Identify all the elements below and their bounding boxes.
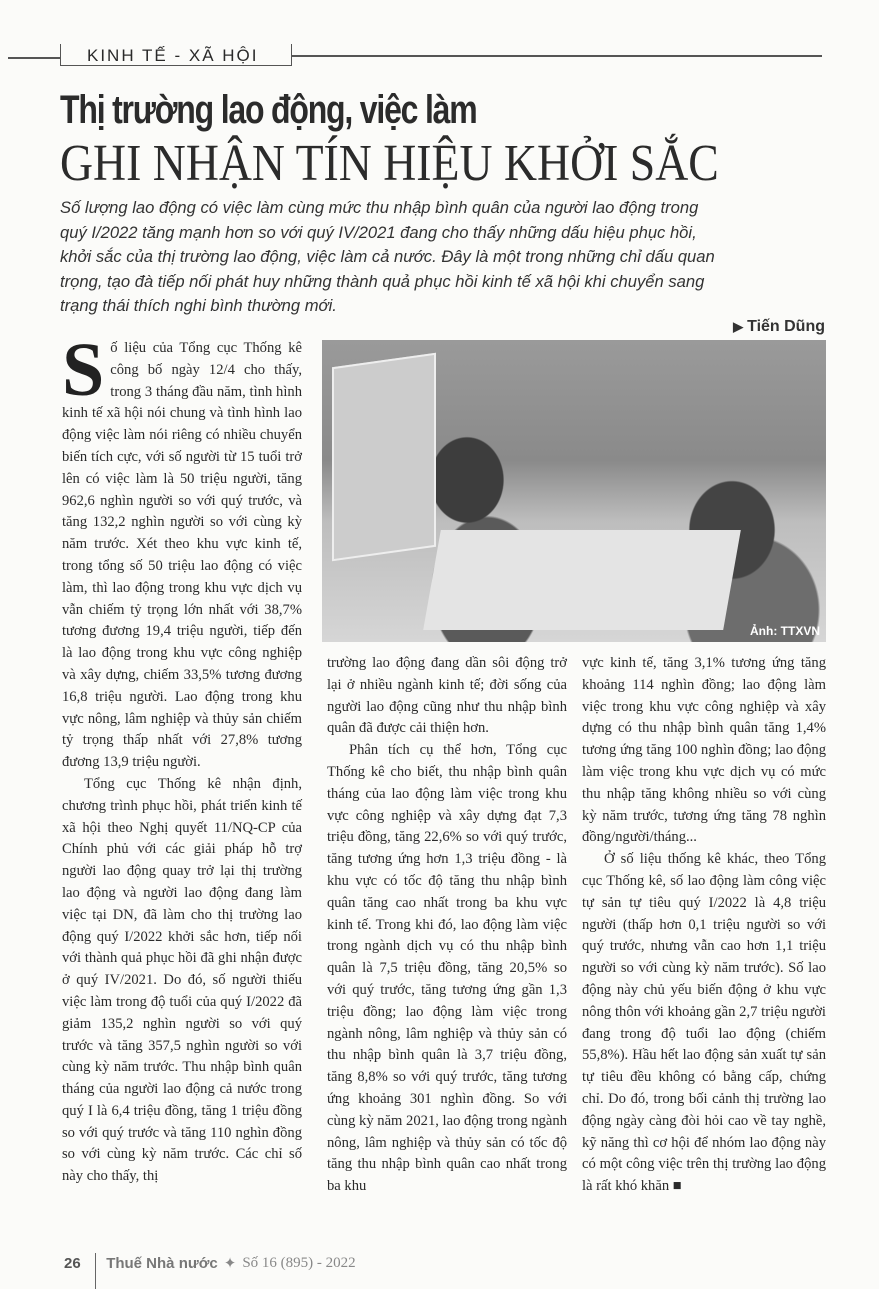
- body-paragraph: Phân tích cụ thể hơn, Tổng cục Thống kê cho biết, thu nhập bình quân tháng của lao động làm việc trong khu vực công nghiệp và xây dựng đạt 7,3 triệu đồng, tăng 22,6% so với quý trước, tăng tương ứng hơn 1,3 triệu đồng - là khu vực có tốc độ tăng thu nhập bình quân tăng cao nhất trong ba khu vực kinh tế. Trong khi đó, lao động làm việc trong ngành dịch vụ có thu nhập bình quân là 7,5 triệu đồng, tăng 20,5% so với quý trước, tăng tương ứng gần 1,3 triệu đồng; lao động làm việc trong ngành nông, lâm nghiệp và thủy sản có thu nhập bình quân là 3,7 triệu đồng, tăng 8,8% so với quý trước, tăng tương ứng khoảng 301 nghìn đồng. So với cùng kỳ năm 2021, lao động trong ngành nông, lâm nghiệp và thủy sản có tốc độ tăng thu nhập bình quân cao nhất trong ba khu: [327, 742, 567, 1195]
- body-column-3: [582, 653, 826, 1198]
- body-paragraph: Ở số liệu thống kê khác, theo Tổng cục Thống kê, số lao động làm công việc tự sản tự tiêu quý I/2022 là 4,8 triệu người (thấp hơn 0,1 triệu người so với quý trước, nhưng vẫn cao hơn 1,1 triệu người so với cùng kỳ năm trước). Số lao động này chủ yếu biến động ở khu vực nông thôn với khoảng gần 2,7 triệu người đang trong độ tuổi lao động (chiếm 55,8%). Hầu hết lao động sản xuất tự sản tự tiêu đều không có bằng cấp, chứng chỉ. Do đó, trong bối cảnh thị trường lao động ngày càng đòi hỏi cao về tay nghề, kỹ năng thì cơ hội để nhóm lao động này có một công việc trên thị trường lao động là rất khó khăn ■: [582, 851, 826, 1195]
- header-rule-right: [292, 55, 822, 57]
- article-photo: [322, 340, 826, 642]
- body-paragraph: Tổng cục Thống kê nhận định, chương trình phục hồi, phát triển kinh tế xã hội theo Nghị quyết 11/NQ-CP của Chính phủ với các giải pháp hỗ trợ người lao động quay trở lại thị trường lao động và người lao động đang làm việc tại DN, đã làm cho thị trường lao động quý I/2022 khởi sắc hơn, tiếp nối với thành quả phục hồi đã ghi nhận được ở quý IV/2021. Do đó, số người thiếu việc làm trong độ tuổi của quý I/2022 đã giảm 135,2 nghìn người so với quý trước và tăng 357,5 nghìn người so với cùng kỳ năm trước. Thu nhập bình quân tháng của người lao động cả nước trong quý I là 6,4 triệu đồng, tăng 1 triệu đồng so với quý trước và tăng 110 nghìn đồng so với cùng kỳ năm trước. Các chỉ số này cho thấy, thị: [62, 775, 302, 1185]
- triangle-bullet-icon: ▶: [733, 319, 744, 334]
- footer-separator-icon: ✦: [223, 1255, 237, 1272]
- author-byline: [733, 318, 825, 336]
- body-column-1: [62, 328, 302, 1188]
- magazine-name: Thuế Nhà nước: [106, 1254, 218, 1272]
- body-paragraph: Số liệu của Tổng cục Thống kê công bố ngày 12/4 cho thấy, trong 3 tháng đầu năm, tình hình kinh tế xã hội nói chung và tình hình lao động việc làm nói riêng có nhiều chuyển biến tích cực, với số người từ 15 tuổi trở lên có việc làm là 50 triệu người, tăng 962,6 nghìn người so với quý trước, và tăng 132,2 nghìn người so với cùng kỳ năm trước. Xét theo khu vực kinh tế, trong tổng số 50 triệu lao động có việc làm, thì lao động trong khu vực dịch vụ vẫn chiếm tỷ trọng lớn nhất với 38,7% tương đương 19,4 triệu người, tiếp đến là lao động trong khu vực công nghiệp và xây dựng, chiếm 33,5% tương đương 16,8 triệu người. Lao động trong khu vực nông, lâm nghiệp và thủy sản chiếm tỷ trọng thấp nhất với 27,8% tương đương 13,9 triệu người.: [62, 328, 302, 771]
- photo-board: [332, 353, 436, 562]
- drop-cap: S: [62, 328, 105, 412]
- page-number: 26: [64, 1254, 81, 1272]
- article-lede: Số lượng lao động có việc làm cùng mức thu nhập bình quân của người lao động trong quý I/2022 tăng mạnh hơn so với quý IV/2021 đang cho thấy những dấu hiệu phục hồi, khởi sắc của thị trường lao động, việc làm cả nước. Đây là một trong những chỉ dấu quan trọng, tạo đà tiếp nối phát huy những thành quả phục hồi kinh tế xã hội khi chuyển sang trạng thái thích nghi bình thường mới.: [60, 198, 715, 315]
- issue-number: Số 16 (895) - 2022: [242, 1254, 356, 1271]
- photo-table: [423, 530, 741, 630]
- page-footer: [64, 1237, 356, 1289]
- body-paragraph: trường lao động đang dần sôi động trở lại ở nhiều ngành kinh tế; đời sống của người lao động cũng như thu nhập bình quân đã được cải thiện hơn.: [327, 655, 567, 737]
- header-rule-left: [8, 57, 60, 59]
- footer-divider: [95, 1253, 97, 1289]
- article-subtitle: GHI NHẬN TÍN HIỆU KHỞI SẮC: [60, 135, 719, 192]
- photo-caption: Ảnh: TTXVN: [750, 624, 820, 638]
- section-label: KINH TẾ - XÃ HỘI: [60, 44, 292, 66]
- body-paragraph: vực kinh tế, tăng 3,1% tương ứng tăng khoảng 114 nghìn đồng; lao động làm việc trong khu vực công nghiệp và xây dựng có thu nhập bình quân tăng 1,4% tương ứng tăng 100 nghìn đồng; lao động làm việc trong khu vực dịch vụ có mức thu nhập tăng không nhiều so với cùng kỳ năm trước, tương ứng tăng 78 nghìn đồng/người/tháng...: [582, 655, 826, 846]
- author-name: Tiến Dũng: [747, 318, 825, 335]
- body-column-2: [327, 653, 567, 1198]
- article-title: Thị trường lao động, việc làm: [60, 88, 477, 132]
